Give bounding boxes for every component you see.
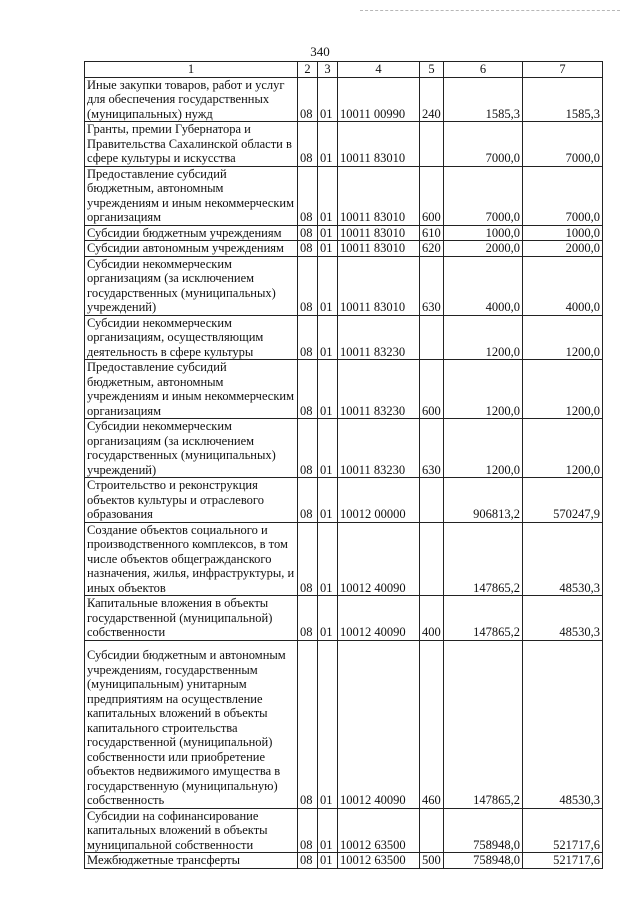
- row-name-cell: Иные закупки товаров, работ и услуг для обеспечения государственных (муниципальных) нужд: [85, 77, 298, 122]
- row-amount-col6-cell: 4000,0: [444, 256, 523, 315]
- row-expense-type-cell: 400: [420, 596, 444, 641]
- row-subsection-cell: 01: [318, 77, 338, 122]
- row-section-cell: 08: [298, 596, 318, 641]
- col-header-5: 5: [420, 62, 444, 78]
- row-amount-col7-cell: 1000,0: [523, 225, 603, 241]
- row-amount-col7-cell: 1200,0: [523, 360, 603, 419]
- row-name-cell: Гранты, премии Губернатора и Правительства Сахалинской области в сфере культуры и искусства: [85, 122, 298, 167]
- row-section-cell: 08: [298, 522, 318, 596]
- row-amount-col6-cell: 758948,0: [444, 808, 523, 853]
- header-row: [85, 62, 603, 78]
- table-row: [85, 853, 603, 869]
- row-section-cell: 08: [298, 853, 318, 869]
- row-subsection-cell: 01: [318, 315, 338, 360]
- page-number: 340: [310, 44, 330, 59]
- row-expense-type-cell: 610: [420, 225, 444, 241]
- row-name-cell: Субсидии некоммерческим организациям (за исключением государственных (муниципальных) учреждений): [85, 256, 298, 315]
- row-expense-type-cell: 600: [420, 360, 444, 419]
- row-section-cell: 08: [298, 640, 318, 808]
- row-subsection-cell: 01: [318, 166, 338, 225]
- row-section-cell: 08: [298, 360, 318, 419]
- row-subsection-cell: 01: [318, 122, 338, 167]
- row-expense-type-cell: 630: [420, 419, 444, 478]
- row-name-cell: Капитальные вложения в объекты государственной (муниципальной) собственности: [85, 596, 298, 641]
- row-amount-col7-cell: 1200,0: [523, 419, 603, 478]
- table-row: [85, 522, 603, 596]
- row-subsection-cell: 01: [318, 478, 338, 523]
- row-target-article-cell: 10011 83010: [338, 166, 420, 225]
- row-target-article-cell: 10011 83230: [338, 360, 420, 419]
- row-section-cell: 08: [298, 478, 318, 523]
- row-subsection-cell: 01: [318, 419, 338, 478]
- col-header-2: 2: [298, 62, 318, 78]
- col-header-6: 6: [444, 62, 523, 78]
- table-row: [85, 256, 603, 315]
- row-name-cell: Субсидии бюджетным учреждениям: [85, 225, 298, 241]
- row-section-cell: 08: [298, 256, 318, 315]
- row-name-cell: Предоставление субсидий бюджетным, автономным учреждениям и иным некоммерческим организациям: [85, 360, 298, 419]
- table-row: [85, 315, 603, 360]
- row-target-article-cell: 10012 00000: [338, 478, 420, 523]
- row-subsection-cell: 01: [318, 360, 338, 419]
- row-amount-col7-cell: 7000,0: [523, 166, 603, 225]
- row-target-article-cell: 10012 40090: [338, 522, 420, 596]
- row-amount-col6-cell: 147865,2: [444, 522, 523, 596]
- row-amount-col6-cell: 7000,0: [444, 166, 523, 225]
- row-section-cell: 08: [298, 166, 318, 225]
- row-subsection-cell: 01: [318, 225, 338, 241]
- table-row: [85, 122, 603, 167]
- row-subsection-cell: 01: [318, 241, 338, 257]
- row-target-article-cell: 10011 00990: [338, 77, 420, 122]
- row-amount-col6-cell: 147865,2: [444, 640, 523, 808]
- table-row: [85, 241, 603, 257]
- row-target-article-cell: 10011 83230: [338, 419, 420, 478]
- col-header-3: 3: [318, 62, 338, 78]
- row-section-cell: 08: [298, 315, 318, 360]
- row-amount-col6-cell: 1585,3: [444, 77, 523, 122]
- row-target-article-cell: 10011 83010: [338, 241, 420, 257]
- table-row: [85, 596, 603, 641]
- row-name-cell: Предоставление субсидий бюджетным, автономным учреждениям и иным некоммерческим организациям: [85, 166, 298, 225]
- row-subsection-cell: 01: [318, 522, 338, 596]
- row-name-cell: Субсидии некоммерческим организациям (за исключением государственных (муниципальных) учреждений): [85, 419, 298, 478]
- row-subsection-cell: 01: [318, 596, 338, 641]
- row-amount-col6-cell: 1200,0: [444, 315, 523, 360]
- table-row: [85, 225, 603, 241]
- row-amount-col6-cell: 1000,0: [444, 225, 523, 241]
- row-amount-col7-cell: 570247,9: [523, 478, 603, 523]
- budget-table: [84, 61, 603, 869]
- col-header-4: 4: [338, 62, 420, 78]
- table-row: [85, 808, 603, 853]
- row-expense-type-cell: [420, 522, 444, 596]
- row-section-cell: 08: [298, 77, 318, 122]
- row-amount-col6-cell: 2000,0: [444, 241, 523, 257]
- row-amount-col6-cell: 1200,0: [444, 419, 523, 478]
- row-name-cell: Субсидии автономным учреждениям: [85, 241, 298, 257]
- row-expense-type-cell: [420, 478, 444, 523]
- row-amount-col7-cell: 2000,0: [523, 241, 603, 257]
- row-target-article-cell: 10011 83010: [338, 225, 420, 241]
- row-target-article-cell: 10011 83230: [338, 315, 420, 360]
- row-expense-type-cell: 500: [420, 853, 444, 869]
- row-target-article-cell: 10011 83010: [338, 122, 420, 167]
- row-subsection-cell: 01: [318, 256, 338, 315]
- row-amount-col7-cell: 521717,6: [523, 853, 603, 869]
- row-section-cell: 08: [298, 241, 318, 257]
- row-name-cell: Строительство и реконструкция объектов культуры и отраслевого образования: [85, 478, 298, 523]
- col-header-7: 7: [523, 62, 603, 78]
- row-expense-type-cell: 620: [420, 241, 444, 257]
- row-name-cell: Субсидии некоммерческим организациям, осуществляющим деятельность в сфере культуры: [85, 315, 298, 360]
- row-target-article-cell: 10012 40090: [338, 596, 420, 641]
- row-name-cell: Создание объектов социального и производственного комплексов, в том числе объектов общегражданского назначения, жилья, инфраструктуры, и иных объектов: [85, 522, 298, 596]
- row-expense-type-cell: [420, 122, 444, 167]
- row-name-cell: Субсидии бюджетным и автономным учреждениям, государственным (муниципальным) унитарным предприятиям на осуществление капитальных вложений в объекты капитального строительства государственной (муниципальной) собственности или приобретение объектов недвижимого имущества в государственную (муниципальную) собственность: [85, 640, 298, 808]
- row-name-cell: Субсидии на софинансирование капитальных вложений в объекты муниципальной собственности: [85, 808, 298, 853]
- row-amount-col6-cell: 147865,2: [444, 596, 523, 641]
- row-expense-type-cell: [420, 315, 444, 360]
- table-row: [85, 360, 603, 419]
- row-expense-type-cell: [420, 808, 444, 853]
- row-expense-type-cell: 630: [420, 256, 444, 315]
- row-amount-col7-cell: 48530,3: [523, 640, 603, 808]
- table-row: [85, 640, 603, 808]
- row-target-article-cell: 10012 63500: [338, 808, 420, 853]
- row-expense-type-cell: 600: [420, 166, 444, 225]
- table-row: [85, 77, 603, 122]
- row-amount-col7-cell: 1585,3: [523, 77, 603, 122]
- row-amount-col7-cell: 7000,0: [523, 122, 603, 167]
- row-target-article-cell: 10011 83010: [338, 256, 420, 315]
- row-amount-col7-cell: 48530,3: [523, 522, 603, 596]
- row-amount-col6-cell: 906813,2: [444, 478, 523, 523]
- row-expense-type-cell: 460: [420, 640, 444, 808]
- table-row: [85, 419, 603, 478]
- row-amount-col6-cell: 1200,0: [444, 360, 523, 419]
- row-name-cell: Межбюджетные трансферты: [85, 853, 298, 869]
- table-row: [85, 166, 603, 225]
- row-target-article-cell: 10012 40090: [338, 640, 420, 808]
- row-subsection-cell: 01: [318, 640, 338, 808]
- table-row: [85, 478, 603, 523]
- top-scan-line: [360, 10, 620, 11]
- row-amount-col6-cell: 758948,0: [444, 853, 523, 869]
- row-section-cell: 08: [298, 225, 318, 241]
- row-section-cell: 08: [298, 122, 318, 167]
- row-amount-col6-cell: 7000,0: [444, 122, 523, 167]
- row-expense-type-cell: 240: [420, 77, 444, 122]
- row-section-cell: 08: [298, 419, 318, 478]
- row-amount-col7-cell: 4000,0: [523, 256, 603, 315]
- row-section-cell: 08: [298, 808, 318, 853]
- row-amount-col7-cell: 1200,0: [523, 315, 603, 360]
- row-amount-col7-cell: 48530,3: [523, 596, 603, 641]
- row-subsection-cell: 01: [318, 853, 338, 869]
- col-header-1: 1: [85, 62, 298, 78]
- row-target-article-cell: 10012 63500: [338, 853, 420, 869]
- row-subsection-cell: 01: [318, 808, 338, 853]
- row-amount-col7-cell: 521717,6: [523, 808, 603, 853]
